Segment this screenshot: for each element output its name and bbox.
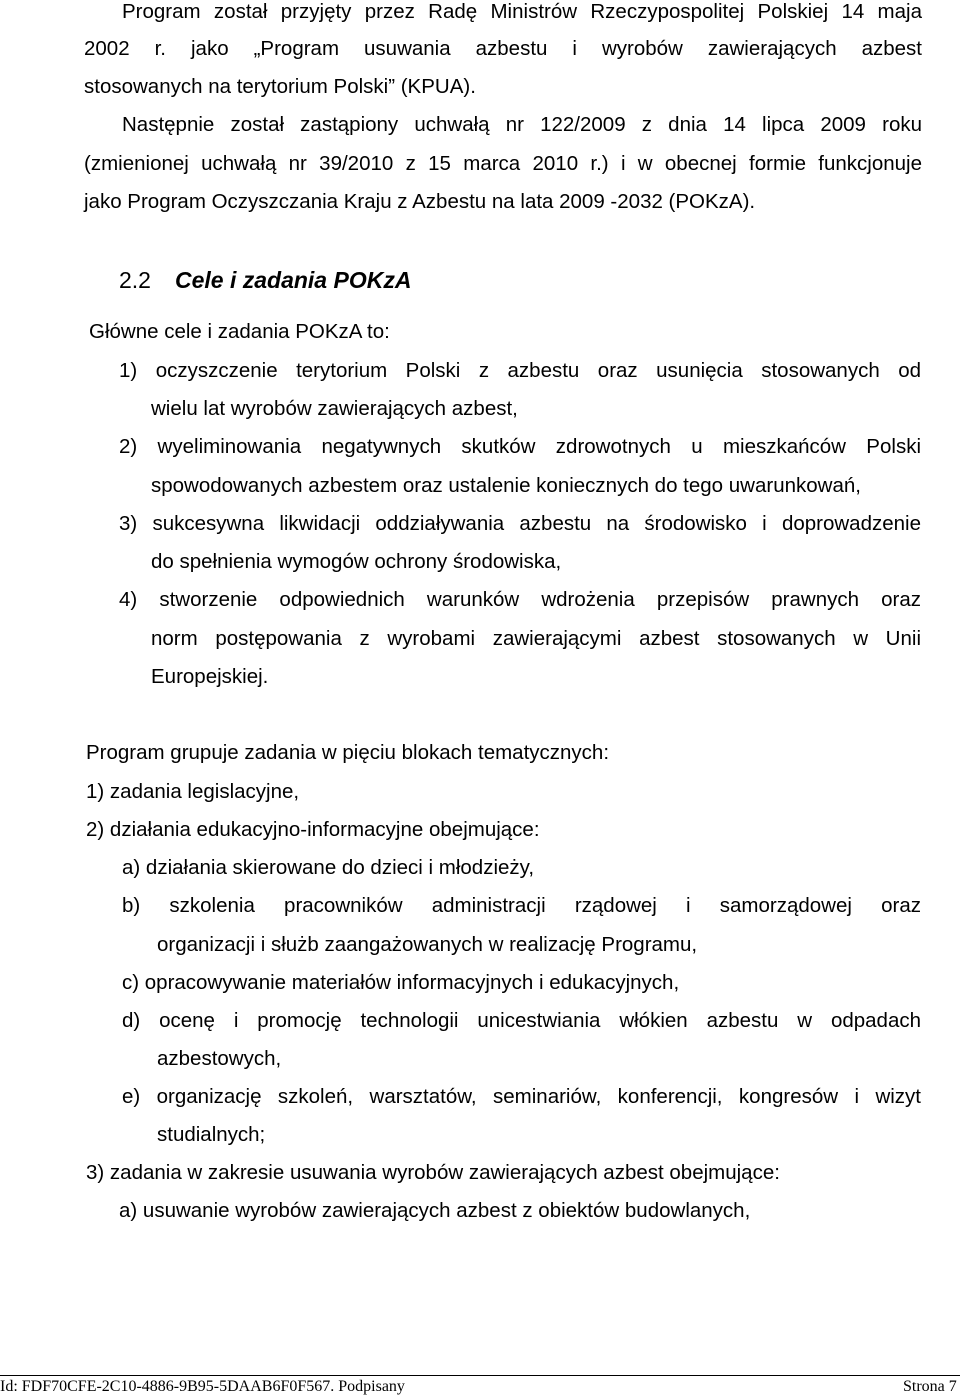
- goal-2-line-2: spowodowanych azbestem oraz ustalenie koniecznych do tego uwarunkowań,: [151, 474, 861, 497]
- block-2-item-d-line-2: azbestowych,: [157, 1047, 282, 1070]
- intro-line-4: Następnie został zastąpiony uchwałą nr 122/2009 z dnia 14 lipca 2009 roku: [122, 113, 922, 136]
- intro-line-2: 2002 r. jako „Program usuwania azbestu i wyrobów zawierających azbest: [84, 37, 922, 60]
- block-2: 2) działania edukacyjno-informacyjne obejmujące:: [86, 818, 540, 841]
- block-2-item-b-line-2: organizacji i służb zaangażowanych w realizację Programu,: [157, 933, 698, 956]
- blocks-lead: Program grupuje zadania w pięciu blokach tematycznych:: [86, 741, 610, 764]
- goal-3-line-1: 3) sukcesywna likwidacji oddziaływania azbestu na środowisko i doprowadzenie: [119, 512, 921, 535]
- intro-line-3: stosowanych na terytorium Polski” (KPUA).: [84, 75, 476, 98]
- intro-line-6: jako Program Oczyszczania Kraju z Azbestu na lata 2009 -2032 (POKzA).: [84, 190, 756, 213]
- block-3: 3) zadania w zakresie usuwania wyrobów zawierających azbest obejmujące:: [86, 1161, 780, 1184]
- block-1: 1) zadania legislacyjne,: [86, 780, 300, 803]
- footer-page-number: Strona 7: [903, 1378, 957, 1395]
- goals-lead: Główne cele i zadania POKzA to:: [89, 320, 390, 343]
- section-title: Cele i zadania POKzA: [174, 267, 412, 293]
- goal-2-line-1: 2) wyeliminowania negatywnych skutków zdrowotnych u mieszkańców Polski: [119, 435, 921, 458]
- block-2-item-e-line-2: studialnych;: [157, 1123, 266, 1146]
- block-2-item-c: c) opracowywanie materiałów informacyjnych i edukacyjnych,: [122, 971, 680, 994]
- goal-1-line-2: wielu lat wyrobów zawierających azbest,: [151, 397, 518, 420]
- footer-divider: [0, 1375, 960, 1376]
- intro-line-1: Program został przyjęty przez Radę Ministrów Rzeczypospolitej Polskiej 14 maja: [122, 0, 922, 23]
- block-2-item-d-line-1: d) ocenę i promocję technologii unicestwiania włókien azbestu w odpadach: [122, 1009, 921, 1032]
- goal-3-line-2: do spełnienia wymogów ochrony środowiska,: [151, 550, 562, 573]
- block-2-item-a: a) działania skierowane do dzieci i młodzieży,: [122, 856, 535, 879]
- goal-4-line-3: Europejskiej.: [151, 665, 269, 688]
- block-3-item-a: a) usuwanie wyrobów zawierających azbest z obiektów budowlanych,: [119, 1199, 751, 1222]
- section-number: 2.2: [119, 267, 151, 293]
- goal-4-line-2: norm postępowania z wyrobami zawierającymi azbest stosowanych w Unii: [151, 627, 921, 650]
- intro-line-5: (zmienionej uchwałą nr 39/2010 z 15 marca 2010 r.) i w obecnej formie funkcjonuje: [84, 152, 922, 175]
- footer-document-id: Id: FDF70CFE-2C10-4886-9B95-5DAAB6F0F567. Podpisany: [0, 1378, 405, 1395]
- block-2-item-e-line-1: e) organizację szkoleń, warsztatów, seminariów, konferencji, kongresów i wizyt: [122, 1085, 921, 1108]
- block-2-item-b-line-1: b) szkolenia pracowników administracji rządowej i samorządowej oraz: [122, 894, 921, 917]
- goal-1-line-1: 1) oczyszczenie terytorium Polski z azbestu oraz usunięcia stosowanych od: [119, 359, 921, 382]
- section-heading: [119, 266, 411, 294]
- goal-4-line-1: 4) stworzenie odpowiednich warunków wdrożenia przepisów prawnych oraz: [119, 588, 921, 611]
